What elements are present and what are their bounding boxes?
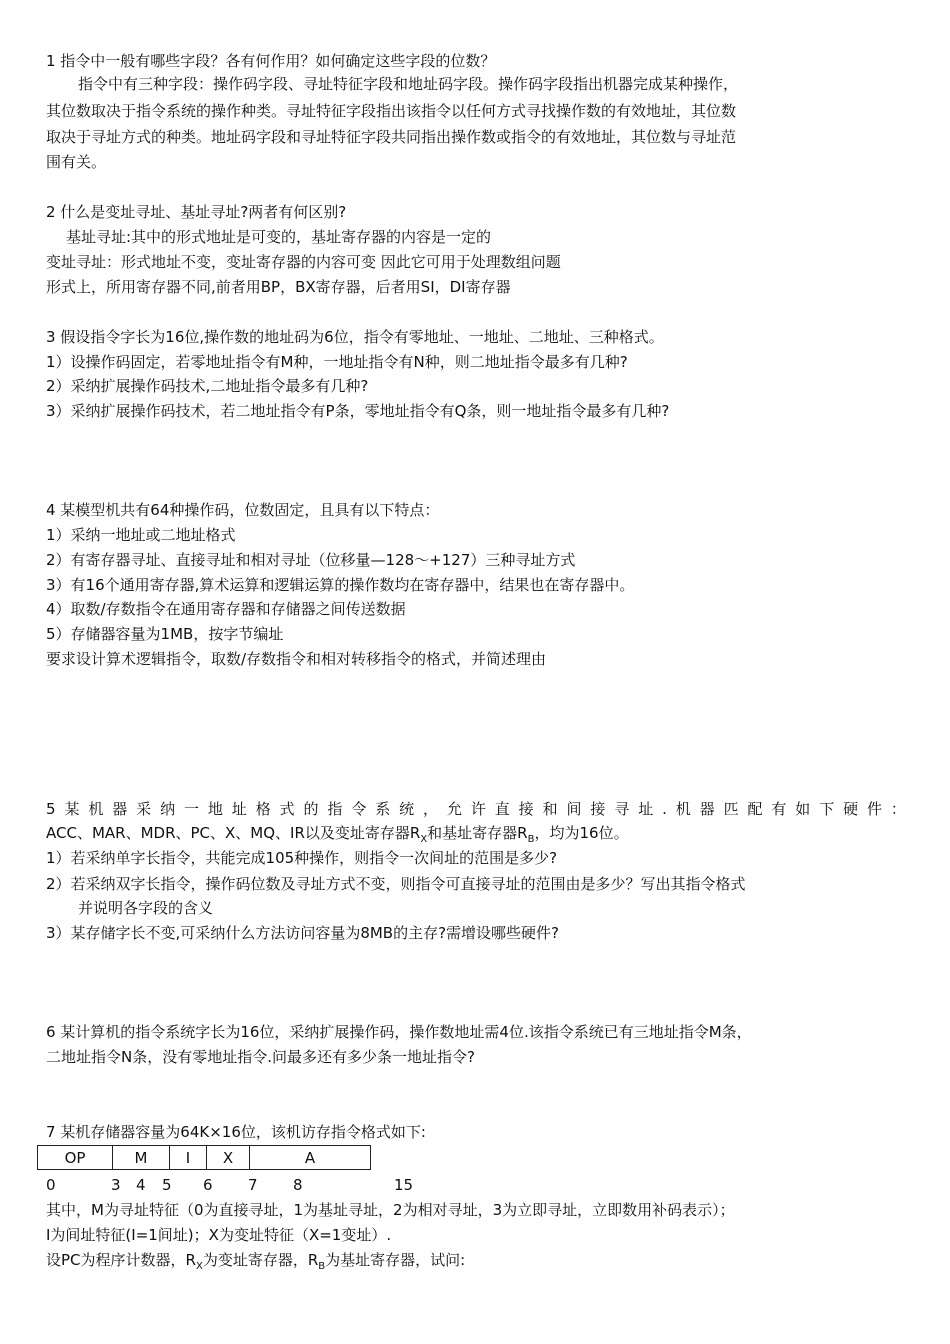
bit-label-5: 5 [162, 1176, 172, 1194]
q5-title-char: 式 [279, 800, 295, 818]
instruction-format-table [37, 1145, 371, 1170]
q5-title-char: 纳 [160, 800, 176, 818]
q5-title-char: . [662, 800, 667, 818]
q7-desc-3b: 为变址寄存器，R [202, 1251, 319, 1269]
q1-title: 1 指令中一般有哪些字段？各有何作用？如何确定这些字段的位数？ [46, 52, 496, 70]
q5-title [46, 799, 906, 819]
q5-hardware-c: ，均为16位。 [534, 824, 629, 842]
q5-title-char: 接 [518, 800, 534, 818]
q6-line-2: 二地址指令N条，没有零地址指令.问最多还有多少条一地址指令? [46, 1048, 475, 1066]
q7-desc-2: I为间址特征(I=1间址)；X为变址特征（X=1变址）. [46, 1226, 392, 1244]
q3-item-1: 1）设操作码固定，若零地址指令有M种，一地址指令有N种，则二地址指令最多有几种? [46, 353, 628, 371]
q5-title-char: 下 [819, 800, 835, 818]
q5-title-char: 指 [327, 800, 343, 818]
q5-hardware-b: 和基址寄存器R [427, 824, 528, 842]
q1-answer-line-1: 指令中有三种字段：操作码字段、寻址特征字段和地址码字段。操作码字段指出机器完成某种操作， [78, 75, 739, 93]
q1-answer-line-2: 其位数取决于指令系统的操作种类。寻址特征字段指出该指令以任何方式寻找操作数的有效地址，其位数 [46, 102, 737, 120]
q5-title-char: 一 [183, 800, 199, 818]
q5-title-char: 器 [699, 800, 715, 818]
q5-title-char: 址 [231, 800, 247, 818]
q5-title-char: 5 [46, 800, 56, 818]
q5-title-char: 配 [747, 800, 763, 818]
q4-requirement: 要求设计算术逻辑指令，取数/存数指令和相对转移指令的格式，并简述理由 [46, 650, 547, 668]
q5-item-2-cont: 并说明各字段的含义 [78, 899, 214, 917]
field-op: OP [38, 1146, 113, 1170]
q7-desc-1: 其中，M为寻址特征（0为直接寻址，1为基址寻址，2为相对寻址，3为立即寻址，立即数用补码表示）； [46, 1201, 735, 1219]
bit-label-6: 6 [203, 1176, 213, 1194]
q5-title-char: 地 [207, 800, 223, 818]
q5-hardware-line [46, 823, 629, 850]
field-a: A [250, 1146, 371, 1170]
q5-title-char: 系 [375, 800, 391, 818]
q2-line-3: 形式上，所用寄存器不同,前者用BP，BX寄存器，后者用SI，DI寄存器 [46, 278, 511, 296]
q4-title: 4 某模型机共有64种操作码，位数固定，且具有以下特点： [46, 501, 440, 519]
q5-title-char: 某 [64, 800, 80, 818]
q3-item-3: 3）采纳扩展操作码技术，若二地址指令有P条，零地址指令有Q条，则一地址指令最多有几种? [46, 402, 670, 420]
q5-title-char: 的 [303, 800, 319, 818]
q5-title-char: 间 [566, 800, 582, 818]
q5-title-char: 如 [795, 800, 811, 818]
q4-item-3: 3）有16个通用寄存器,算术运算和逻辑运算的操作数均在寄存器中，结果也在寄存器中。 [46, 576, 635, 594]
q4-item-1: 1）采纳一地址或二地址格式 [46, 526, 236, 544]
field-m: M [113, 1146, 170, 1170]
q7-desc-3c: 为基址寄存器，试问: [325, 1251, 466, 1269]
q3-item-2: 2）采纳扩展操作码技术,二地址指令最多有几种? [46, 377, 369, 395]
q7-title: 7 某机存储器容量为64K×16位，该机访存指令格式如下: [46, 1123, 426, 1141]
q2-title: 2 什么是变址寻址、基址寻址?两者有何区别? [46, 203, 347, 221]
bit-label-0: 0 [46, 1176, 56, 1194]
bit-label-3: 3 [111, 1176, 121, 1194]
q5-title-char: 件 [867, 800, 883, 818]
q5-title-char: 机 [88, 800, 104, 818]
instruction-format-row [38, 1146, 371, 1170]
q5-title-char: 格 [255, 800, 271, 818]
q7-subscript-x: X [195, 1261, 203, 1272]
q5-subscript-b: B [527, 834, 535, 845]
q5-title-char: 址 [638, 800, 654, 818]
q4-item-5: 5）存储器容量为1MB，按字节编址 [46, 625, 284, 643]
q7-desc-3 [46, 1250, 465, 1277]
q7-subscript-b: B [318, 1261, 326, 1272]
q5-title-char: 器 [112, 800, 128, 818]
q5-title-char: 统 [399, 800, 415, 818]
q5-title-char: 匹 [723, 800, 739, 818]
q5-title-char: 允 [446, 800, 462, 818]
q5-title-char: 采 [136, 800, 152, 818]
q1-answer-line-4: 围有关。 [46, 153, 107, 171]
q5-subscript-x: X [420, 834, 428, 845]
bit-label-8: 8 [293, 1176, 303, 1194]
q7-desc-3a: 设PC为程序计数器，R [46, 1251, 196, 1269]
bit-label-15: 15 [394, 1176, 414, 1194]
q2-line-2: 变址寻址：形式地址不变，变址寄存器的内容可变 因此它可用于处理数组问题 [46, 253, 561, 271]
field-i: I [170, 1146, 207, 1170]
q4-item-2: 2）有寄存器寻址、直接寻址和相对寻址（位移量—128～+127）三种寻址方式 [46, 551, 576, 569]
q5-item-2: 2）若采纳双字长指令，操作码位数及寻址方式不变，则指令可直接寻址的范围由是多少？写出其指令格式 [46, 875, 746, 893]
q5-title-char: 接 [590, 800, 606, 818]
q5-hardware-a: ACC、MAR、MDR、PC、X、MQ、IR以及变址寄存器R [46, 824, 421, 842]
q5-title-char: 直 [494, 800, 510, 818]
q5-title-char: 硬 [843, 800, 859, 818]
q5-title-char: ： [890, 800, 906, 818]
q5-title-char: 许 [470, 800, 486, 818]
q4-item-4: 4）取数/存数指令在通用寄存器和存储器之间传送数据 [46, 600, 406, 618]
bit-label-4: 4 [136, 1176, 146, 1194]
q5-title-char: 寻 [614, 800, 630, 818]
q5-title-char: 机 [675, 800, 691, 818]
q5-title-char: 有 [771, 800, 787, 818]
q5-item-3: 3）某存储字长不变,可采纳什么方法访问容量为8MB的主存?需增设哪些硬件? [46, 924, 560, 942]
q6-line-1: 6 某计算机的指令系统字长为16位，采纳扩展操作码，操作数地址需4位.该指令系统已有三地址指令M条， [46, 1023, 752, 1041]
q5-title-char: 令 [351, 800, 367, 818]
q3-title: 3 假设指令字长为16位,操作数的地址码为6位，指令有零地址、一地址、二地址、三种格式。 [46, 328, 664, 346]
q5-title-char: 和 [542, 800, 558, 818]
q1-answer-line-3: 取决于寻址方式的种类。地址码字段和寻址特征字段共同指出操作数或指令的有效地址，其位数与寻址范 [46, 128, 737, 146]
q2-line-1: 基址寻址:其中的形式地址是可变的，基址寄存器的内容是一定的 [66, 228, 492, 246]
q5-item-1: 1）若采纳单字长指令，共能完成105种操作，则指令一次间址的范围是多少? [46, 849, 558, 867]
q5-title-char: ， [423, 800, 439, 818]
bit-label-7: 7 [248, 1176, 258, 1194]
field-x: X [207, 1146, 250, 1170]
